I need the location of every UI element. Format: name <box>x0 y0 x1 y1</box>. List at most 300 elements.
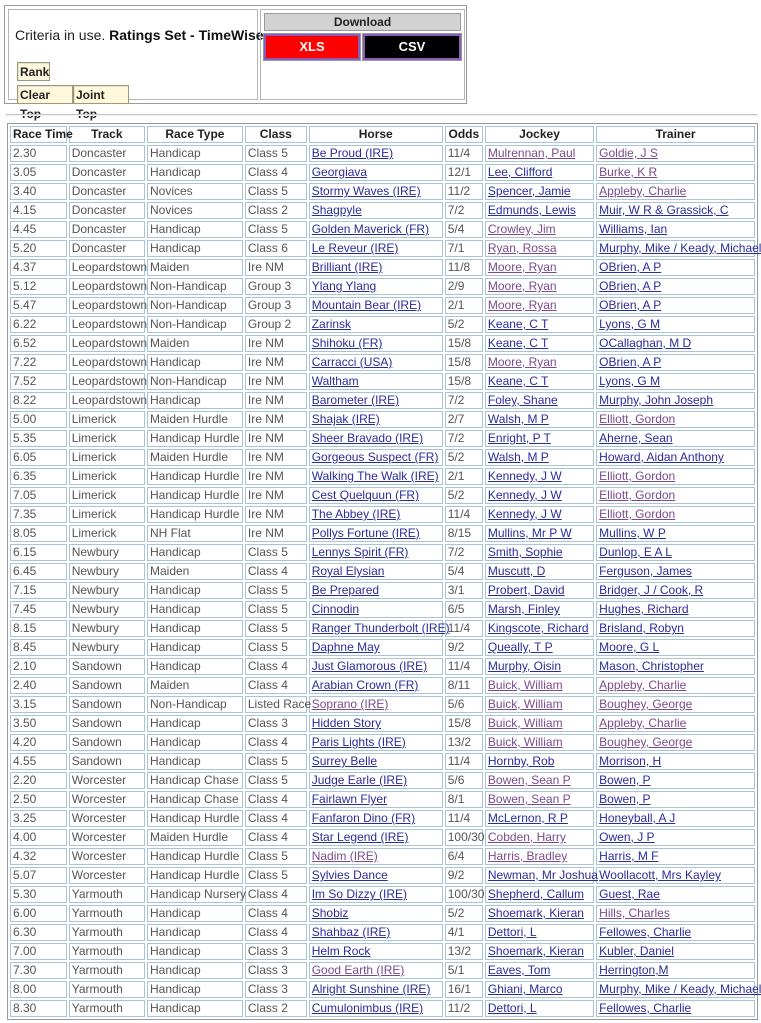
horse-link[interactable]: Soprano (IRE) <box>311 697 389 711</box>
jockey-cell <box>485 620 594 637</box>
odds-cell: 6/5 <box>445 601 483 618</box>
odds-cell: 6/4 <box>445 848 483 865</box>
jockey-link[interactable]: Kingscote, Richard <box>487 621 589 635</box>
horse-cell <box>309 601 443 618</box>
jockey-link[interactable]: Buick, William <box>487 716 563 730</box>
trainer-link[interactable]: Owen, J P <box>599 830 655 844</box>
table-row <box>10 278 755 295</box>
trainer-link[interactable]: OCallaghan, M D <box>599 336 692 350</box>
horse-cell <box>309 297 443 314</box>
jockey-cell <box>485 601 594 618</box>
horse-link[interactable]: Shobiz <box>311 906 349 920</box>
trainer-cell <box>596 791 755 808</box>
jockey-cell <box>485 487 594 504</box>
table-row <box>10 696 755 713</box>
jockey-cell <box>485 240 594 257</box>
trainer-link[interactable]: Elliott, Gordon <box>599 469 676 483</box>
class-cell: Class 4 <box>245 905 307 922</box>
odds-cell: 3/1 <box>445 582 483 599</box>
race-time-cell: 5.07 <box>10 867 67 884</box>
trainer-link[interactable]: Honeyball, A J <box>599 811 676 825</box>
table-row <box>10 506 755 523</box>
class-cell: Ire NM <box>245 354 307 371</box>
race-time-cell: 4.45 <box>10 221 67 238</box>
jockey-link[interactable]: Murphy, Oisin <box>487 659 562 673</box>
horse-cell <box>309 658 443 675</box>
clear-top-button[interactable]: Clear Top <box>17 85 73 104</box>
trainer-link[interactable]: Guest, Rae <box>599 887 660 901</box>
horse-cell <box>309 848 443 865</box>
horse-link[interactable]: Golden Maverick (FR) <box>311 222 430 236</box>
class-cell: Class 4 <box>245 164 307 181</box>
joint-top-button[interactable]: Joint Top <box>73 85 129 104</box>
race-time-cell: 3.50 <box>10 715 67 732</box>
trainer-link[interactable]: Mason, Christopher <box>599 659 704 673</box>
track-cell: Leopardstown <box>69 392 145 409</box>
odds-cell: 11/2 <box>445 183 483 200</box>
table-row <box>10 240 755 257</box>
trainer-link[interactable]: Murphy, Mike / Keady, Michael <box>599 241 761 255</box>
odds-cell: 5/2 <box>445 905 483 922</box>
race-type-cell: Handicap <box>147 145 243 162</box>
track-cell: Sandown <box>69 696 145 713</box>
horse-link[interactable]: Good Earth (IRE) <box>311 963 405 977</box>
horse-link[interactable]: Hidden Story <box>311 716 382 730</box>
table-row <box>10 544 755 561</box>
jockey-link[interactable]: Mullins, Mr P W <box>487 526 572 540</box>
jockey-link[interactable]: Moore, Ryan <box>487 298 557 312</box>
trainer-cell <box>596 696 755 713</box>
race-type-cell: Handicap <box>147 639 243 656</box>
horse-link[interactable]: Sylvies Dance <box>311 868 388 882</box>
jockey-link[interactable]: Shepherd, Callum <box>487 887 584 901</box>
jockey-cell <box>485 734 594 751</box>
table-row <box>10 316 755 333</box>
odds-cell: 11/4 <box>445 145 483 162</box>
track-cell: Limerick <box>69 506 145 523</box>
trainer-link[interactable]: Bridger, J / Cook, R <box>599 583 704 597</box>
jockey-link[interactable]: Buick, William <box>487 735 563 749</box>
odds-cell: 5/4 <box>445 563 483 580</box>
trainer-cell <box>596 563 755 580</box>
horse-cell <box>309 468 443 485</box>
jockey-link[interactable]: Shoemark, Kieran <box>487 944 584 958</box>
trainer-link[interactable]: OBrien, A P <box>599 355 662 369</box>
trainer-link[interactable]: Lyons, G M <box>599 374 661 388</box>
horse-cell <box>309 734 443 751</box>
races-table <box>7 123 761 1020</box>
trainer-link[interactable]: Herrington,M <box>599 963 669 977</box>
jockey-link[interactable]: Crowley, Jim <box>487 222 556 236</box>
table-row <box>10 1000 755 1017</box>
jockey-link[interactable]: Queally, T P <box>487 640 553 654</box>
horse-link[interactable]: Star Legend (IRE) <box>311 830 409 844</box>
odds-cell: 11/4 <box>445 506 483 523</box>
jockey-link[interactable]: Probert, David <box>487 583 565 597</box>
jockey-cell <box>485 658 594 675</box>
track-cell: Limerick <box>69 411 145 428</box>
trainer-link[interactable]: Muir, W R & Grassick, C <box>599 203 729 217</box>
horse-cell <box>309 924 443 941</box>
jockey-link[interactable]: Marsh, Finley <box>487 602 560 616</box>
trainer-cell <box>596 715 755 732</box>
table-row <box>10 601 755 618</box>
horse-link[interactable]: Shagpyle <box>311 203 362 217</box>
trainer-link[interactable]: Moore, G L <box>599 640 660 654</box>
trainer-link[interactable]: Boughey, George <box>599 735 693 749</box>
jockey-cell <box>485 582 594 599</box>
horse-cell <box>309 544 443 561</box>
jockey-cell <box>485 829 594 846</box>
class-cell: Class 4 <box>245 677 307 694</box>
horse-link[interactable]: Im So Dizzy (IRE) <box>311 887 408 901</box>
jockey-cell <box>485 411 594 428</box>
jockey-link[interactable]: Shoemark, Kieran <box>487 906 584 920</box>
trainer-link[interactable]: Lyons, G M <box>599 317 661 331</box>
trainer-cell <box>596 202 755 219</box>
class-cell: Class 5 <box>245 848 307 865</box>
odds-cell: 11/4 <box>445 810 483 827</box>
horse-link[interactable]: Pollys Fortune (IRE) <box>311 526 420 540</box>
horse-link[interactable]: Zarinsk <box>311 317 352 331</box>
horse-link[interactable]: Ylang Ylang <box>311 279 377 293</box>
table-row <box>10 145 755 162</box>
trainer-link[interactable]: Hughes, Richard <box>599 602 689 616</box>
horse-cell <box>309 981 443 998</box>
jockey-link[interactable]: Smith, Sophie <box>487 545 563 559</box>
jockey-link[interactable]: Buick, William <box>487 697 563 711</box>
class-cell: Class 4 <box>245 791 307 808</box>
trainer-link[interactable]: Howard, Aidan Anthony <box>599 450 724 464</box>
horse-link[interactable]: Just Glamorous (IRE) <box>311 659 428 673</box>
rank-button[interactable]: Rank <box>17 62 50 81</box>
trainer-link[interactable]: Boughey, George <box>599 697 693 711</box>
horse-link[interactable]: Alright Sunshine (IRE) <box>311 982 431 996</box>
jockey-link[interactable]: Keane, C T <box>487 336 549 350</box>
trainer-cell <box>596 962 755 979</box>
race-type-cell: Handicap <box>147 715 243 732</box>
horse-link[interactable]: Waltham <box>311 374 359 388</box>
trainer-link[interactable]: Fellowes, Charlie <box>599 1001 692 1015</box>
track-cell: Yarmouth <box>69 943 145 960</box>
trainer-link[interactable]: Appleby, Charlie <box>599 184 687 198</box>
jockey-link[interactable]: Kennedy, J W <box>487 469 562 483</box>
trainer-link[interactable]: Harris, M F <box>599 849 659 863</box>
track-cell: Worcester <box>69 772 145 789</box>
jockey-link[interactable]: Dettori, L <box>487 925 537 939</box>
horse-cell <box>309 696 443 713</box>
class-cell: Ire NM <box>245 430 307 447</box>
odds-cell: 8/15 <box>445 525 483 542</box>
race-time-cell: 3.15 <box>10 696 67 713</box>
class-cell: Class 5 <box>245 639 307 656</box>
trainer-link[interactable]: Brisland, Robyn <box>599 621 684 635</box>
horse-link[interactable]: Fairlawn Flyer <box>311 792 388 806</box>
jockey-link[interactable]: Harris, Bradley <box>487 849 568 863</box>
trainer-cell <box>596 259 755 276</box>
class-cell: Ire NM <box>245 411 307 428</box>
jockey-link[interactable]: Moore, Ryan <box>487 260 557 274</box>
trainer-cell <box>596 373 755 390</box>
horse-link[interactable]: Be Prepared <box>311 583 380 597</box>
trainer-cell <box>596 297 755 314</box>
trainer-cell <box>596 943 755 960</box>
odds-cell: 13/2 <box>445 943 483 960</box>
header-jockey: Jockey <box>485 126 594 143</box>
trainer-link[interactable]: Mullins, W P <box>599 526 666 540</box>
trainer-link[interactable]: OBrien, A P <box>599 260 662 274</box>
track-cell: Limerick <box>69 430 145 447</box>
horse-link[interactable]: Shajak (IRE) <box>311 412 380 426</box>
jockey-link[interactable]: Walsh, M P <box>487 412 549 426</box>
horse-link[interactable]: Cinnodin <box>311 602 360 616</box>
jockey-link[interactable]: Edmunds, Lewis <box>487 203 576 217</box>
jockey-cell <box>485 981 594 998</box>
horse-link[interactable]: Barometer (IRE) <box>311 393 400 407</box>
table-row <box>10 411 755 428</box>
jockey-cell <box>485 886 594 903</box>
odds-cell: 2/7 <box>445 411 483 428</box>
horse-cell <box>309 335 443 352</box>
jockey-link[interactable]: Buick, William <box>487 678 563 692</box>
trainer-link[interactable]: OBrien, A P <box>599 279 662 293</box>
header-trainer: Trainer <box>596 126 755 143</box>
horse-link[interactable]: Stormy Waves (IRE) <box>311 184 421 198</box>
class-cell: Class 5 <box>245 145 307 162</box>
horse-link[interactable]: Carracci (USA) <box>311 355 393 369</box>
trainer-link[interactable]: Goldie, J S <box>599 146 658 160</box>
race-time-cell: 8.30 <box>10 1000 67 1017</box>
jockey-link[interactable]: Ghiani, Marco <box>487 982 563 996</box>
trainer-cell <box>596 164 755 181</box>
jockey-link[interactable]: Bowen, Sean P <box>487 792 571 806</box>
jockey-link[interactable]: Dettori, L <box>487 1001 537 1015</box>
race-type-cell: Handicap <box>147 221 243 238</box>
jockey-link[interactable]: Bowen, Sean P <box>487 773 571 787</box>
jockey-link[interactable]: Newman, Mr Joshua <box>487 868 598 882</box>
class-cell: Class 4 <box>245 658 307 675</box>
horse-link[interactable]: Royal Elysian <box>311 564 385 578</box>
race-type-cell: Handicap <box>147 905 243 922</box>
jockey-cell <box>485 449 594 466</box>
horse-cell <box>309 791 443 808</box>
horse-cell <box>309 411 443 428</box>
jockey-link[interactable]: Moore, Ryan <box>487 279 557 293</box>
horse-link[interactable]: Gorgeous Suspect (FR) <box>311 450 439 464</box>
trainer-link[interactable]: Ferguson, James <box>599 564 692 578</box>
track-cell: Limerick <box>69 525 145 542</box>
divider <box>6 114 758 116</box>
jockey-link[interactable]: Eaves, Tom <box>487 963 551 977</box>
trainer-link[interactable]: Murphy, Mike / Keady, Michael <box>599 982 761 996</box>
jockey-link[interactable]: Spencer, Jamie <box>487 184 571 198</box>
race-time-cell: 4.20 <box>10 734 67 751</box>
trainer-cell <box>596 183 755 200</box>
horse-link[interactable]: Cest Quelquun (FR) <box>311 488 420 502</box>
trainer-link[interactable]: Appleby, Charlie <box>599 678 687 692</box>
jockey-cell <box>485 373 594 390</box>
trainer-link[interactable]: Woollacott, Mrs Kayley <box>599 868 721 882</box>
trainer-cell <box>596 905 755 922</box>
horse-link[interactable]: Shihoku (FR) <box>311 336 383 350</box>
horse-cell <box>309 810 443 827</box>
jockey-link[interactable]: Foley, Shane <box>487 393 558 407</box>
jockey-cell <box>485 943 594 960</box>
race-time-cell: 6.45 <box>10 563 67 580</box>
horse-cell <box>309 392 443 409</box>
race-type-cell: Handicap <box>147 734 243 751</box>
race-time-cell: 6.35 <box>10 468 67 485</box>
race-time-cell: 8.00 <box>10 981 67 998</box>
race-time-cell: 3.05 <box>10 164 67 181</box>
jockey-link[interactable]: Cobden, Harry <box>487 830 566 844</box>
trainer-link[interactable]: Murphy, John Joseph <box>599 393 714 407</box>
trainer-cell <box>596 829 755 846</box>
horse-link[interactable]: Walking The Walk (IRE) <box>311 469 439 483</box>
class-cell: Ire NM <box>245 506 307 523</box>
horse-link[interactable]: Be Proud (IRE) <box>311 146 394 160</box>
jockey-link[interactable]: Walsh, M P <box>487 450 549 464</box>
track-cell: Doncaster <box>69 164 145 181</box>
race-time-cell: 8.22 <box>10 392 67 409</box>
trainer-link[interactable]: Kubler, Daniel <box>599 944 674 958</box>
trainer-link[interactable]: Elliott, Gordon <box>599 488 676 502</box>
horse-link[interactable]: Le Reveur (IRE) <box>311 241 399 255</box>
race-type-cell: Non-Handicap <box>147 696 243 713</box>
jockey-link[interactable]: Muscutt, D <box>487 564 546 578</box>
race-time-cell: 5.12 <box>10 278 67 295</box>
jockey-link[interactable]: Enright, P T <box>487 431 551 445</box>
track-cell: Yarmouth <box>69 924 145 941</box>
jockey-link[interactable]: Lee, Clifford <box>487 165 553 179</box>
race-time-cell: 7.05 <box>10 487 67 504</box>
trainer-link[interactable]: Williams, Ian <box>599 222 668 236</box>
table-row <box>10 620 755 637</box>
odds-cell: 15/8 <box>445 354 483 371</box>
trainer-link[interactable]: Hills, Charles <box>599 906 670 920</box>
race-type-cell: Handicap Hurdle <box>147 810 243 827</box>
jockey-link[interactable]: Kennedy, J W <box>487 507 562 521</box>
download-title: Download <box>264 13 461 31</box>
track-cell: Limerick <box>69 468 145 485</box>
trainer-link[interactable]: Bowen, P <box>599 792 651 806</box>
odds-cell: 12/1 <box>445 164 483 181</box>
jockey-link[interactable]: Keane, C T <box>487 317 549 331</box>
track-cell: Leopardstown <box>69 373 145 390</box>
horse-link[interactable]: Nadim (IRE) <box>311 849 378 863</box>
trainer-link[interactable]: Fellowes, Charlie <box>599 925 692 939</box>
table-row <box>10 658 755 675</box>
horse-cell <box>309 905 443 922</box>
trainer-link[interactable]: Bowen, P <box>599 773 651 787</box>
jockey-link[interactable]: Hornby, Rob <box>487 754 555 768</box>
horse-link[interactable]: Georgiava <box>311 165 368 179</box>
race-type-cell: Novices <box>147 183 243 200</box>
trainer-link[interactable]: Dunlop, E A L <box>599 545 672 559</box>
horse-cell <box>309 278 443 295</box>
horse-link[interactable]: Arabian Crown (FR) <box>311 678 419 692</box>
horse-link[interactable]: Surrey Belle <box>311 754 378 768</box>
download-xls-button[interactable]: XLS <box>264 34 360 60</box>
race-type-cell: Handicap <box>147 601 243 618</box>
trainer-link[interactable]: OBrien, A P <box>599 298 662 312</box>
download-csv-button[interactable]: CSV <box>363 34 461 60</box>
horse-link[interactable]: Sheer Bravado (IRE) <box>311 431 424 445</box>
download-panel <box>260 9 465 100</box>
table-row <box>10 297 755 314</box>
jockey-cell <box>485 639 594 656</box>
trainer-link[interactable]: Aherne, Sean <box>599 431 673 445</box>
horse-link[interactable]: Shahbaz (IRE) <box>311 925 391 939</box>
trainer-link[interactable]: Burke, K R <box>599 165 658 179</box>
jockey-link[interactable]: Kennedy, J W <box>487 488 562 502</box>
horse-link[interactable]: Daphne May <box>311 640 380 654</box>
horse-link[interactable]: Helm Rock <box>311 944 371 958</box>
horse-link[interactable]: Lennys Spirit (FR) <box>311 545 409 559</box>
horse-link[interactable]: Mountain Bear (IRE) <box>311 298 422 312</box>
table-row <box>10 943 755 960</box>
race-type-cell: Handicap <box>147 1000 243 1017</box>
odds-cell: 7/1 <box>445 240 483 257</box>
trainer-cell <box>596 582 755 599</box>
trainer-link[interactable]: Elliott, Gordon <box>599 412 676 426</box>
race-type-cell: Handicap <box>147 620 243 637</box>
race-time-cell: 7.30 <box>10 962 67 979</box>
class-cell: Class 3 <box>245 943 307 960</box>
track-cell: Limerick <box>69 487 145 504</box>
horse-link[interactable]: Cumulonimbus (IRE) <box>311 1001 424 1015</box>
track-cell: Leopardstown <box>69 335 145 352</box>
horse-link[interactable]: The Abbey (IRE) <box>311 507 401 521</box>
horse-link[interactable]: Judge Earle (IRE) <box>311 773 408 787</box>
table-row <box>10 354 755 371</box>
trainer-link[interactable]: Elliott, Gordon <box>599 507 676 521</box>
odds-cell: 5/4 <box>445 221 483 238</box>
odds-cell: 9/2 <box>445 639 483 656</box>
table-row <box>10 981 755 998</box>
trainer-link[interactable]: Morrison, H <box>599 754 662 768</box>
race-type-cell: Maiden <box>147 259 243 276</box>
race-time-cell: 5.30 <box>10 886 67 903</box>
track-cell: Leopardstown <box>69 259 145 276</box>
class-cell: Class 4 <box>245 829 307 846</box>
trainer-link[interactable]: Appleby, Charlie <box>599 716 687 730</box>
horse-cell <box>309 829 443 846</box>
jockey-link[interactable]: Keane, C T <box>487 374 549 388</box>
horse-link[interactable]: Fanfaron Dino (FR) <box>311 811 416 825</box>
horse-link[interactable]: Ranger Thunderbolt (IRE) <box>311 621 450 635</box>
jockey-link[interactable]: Mulrennan, Paul <box>487 146 576 160</box>
race-type-cell: Non-Handicap <box>147 316 243 333</box>
jockey-link[interactable]: McLernon, R P <box>487 811 568 825</box>
track-cell: Sandown <box>69 753 145 770</box>
track-cell: Worcester <box>69 829 145 846</box>
class-cell: Class 5 <box>245 544 307 561</box>
trainer-cell <box>596 886 755 903</box>
odds-cell: 8/11 <box>445 677 483 694</box>
jockey-link[interactable]: Moore, Ryan <box>487 355 557 369</box>
horse-link[interactable]: Brilliant (IRE) <box>311 260 383 274</box>
race-type-cell: Handicap Chase <box>147 791 243 808</box>
jockey-cell <box>485 259 594 276</box>
class-cell: Ire NM <box>245 373 307 390</box>
race-type-cell: Handicap <box>147 962 243 979</box>
race-type-cell: Non-Handicap <box>147 278 243 295</box>
jockey-link[interactable]: Ryan, Rossa <box>487 241 557 255</box>
race-type-cell: Handicap <box>147 240 243 257</box>
header-race-time: Race Time <box>10 126 67 143</box>
horse-link[interactable]: Paris Lights (IRE) <box>311 735 406 749</box>
